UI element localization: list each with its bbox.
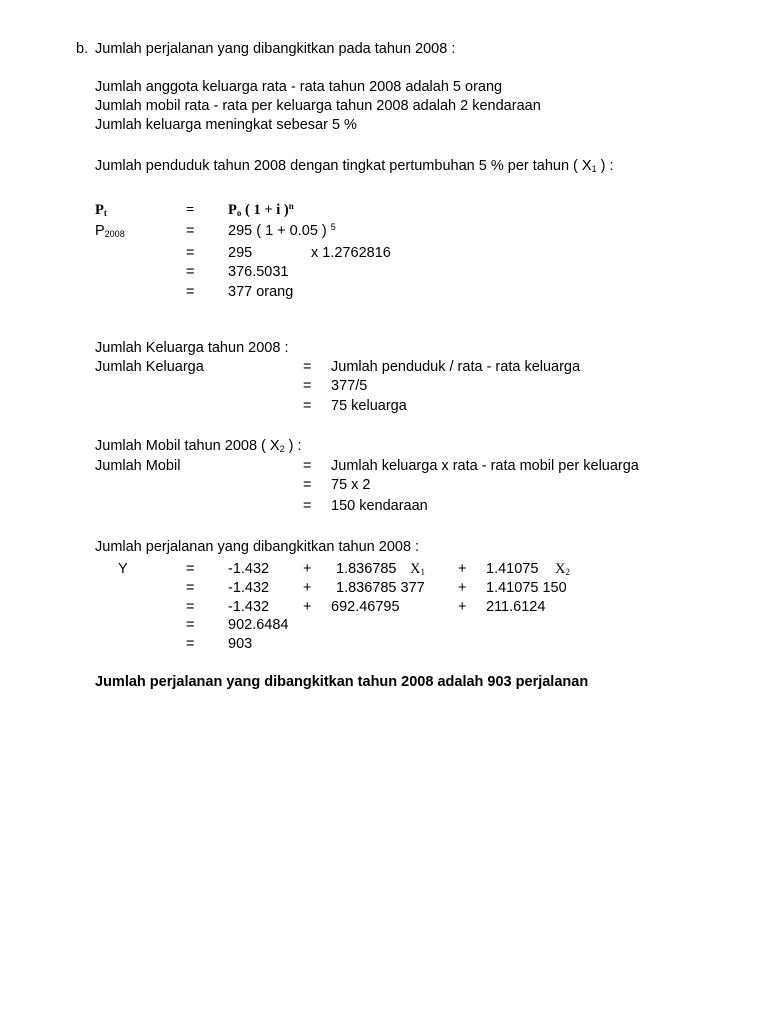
eq-sign: =	[303, 378, 312, 394]
substituted-term: 1.836785 377	[336, 580, 425, 596]
calc-result: 377 orang	[228, 284, 294, 300]
calc-step: 377/5	[331, 378, 368, 394]
eq-sign: =	[186, 636, 195, 652]
eq-sign: =	[186, 284, 195, 300]
eq-sign: =	[186, 580, 195, 596]
plus-sign: +	[303, 580, 312, 596]
eq-sign: =	[186, 223, 195, 239]
p2008-label: $P_{2008}$	[95, 223, 125, 239]
constant: -1.432	[228, 599, 270, 615]
calc-step-multiplier: x 1.2762816	[311, 245, 391, 261]
eq-sign: =	[303, 458, 312, 474]
eq-sign: =	[303, 498, 312, 514]
assumption-line: Jumlah mobil rata - rata per keluarga tahun 2008 adalah 2 kendaraan	[95, 98, 541, 114]
calc-step: 295	[228, 245, 253, 261]
family-label: Jumlah Keluarga	[95, 359, 204, 375]
trips-title: Jumlah perjalanan yang dibangkitkan tahun 2008 :	[95, 539, 420, 555]
coefficient: 1.41075	[486, 561, 539, 577]
eq-sign: =	[186, 617, 195, 633]
coefficient: 1.836785	[336, 561, 397, 577]
calc-result: 150 kendaraan	[331, 498, 428, 514]
cars-title: Jumlah Mobil tahun 2008 ( $X_2$ ) :	[95, 438, 302, 454]
formula-lhs: $P_t$	[95, 202, 107, 218]
variable-x1: $X_1$	[410, 561, 425, 577]
eq-sign: =	[303, 477, 312, 493]
plus-sign: +	[458, 580, 467, 596]
constant: -1.432	[228, 561, 270, 577]
plus-sign: +	[303, 599, 312, 615]
product-term: 211.6124	[486, 599, 546, 615]
calc-step: 376.5031	[228, 264, 289, 280]
formula-eq: =	[186, 202, 195, 218]
cars-label: Jumlah Mobil	[95, 458, 181, 474]
population-intro: Jumlah penduduk tahun 2008 dengan tingkat pertumbuhan 5 % per tahun ( $X_1$ ) :	[95, 158, 614, 174]
eq-sign: =	[303, 359, 312, 375]
plus-sign: +	[458, 561, 467, 577]
calc-step: Jumlah keluarga x rata - rata mobil per keluarga	[331, 458, 639, 474]
assumption-line: Jumlah anggota keluarga rata - rata tahun 2008 adalah 5 orang	[95, 79, 503, 95]
plus-sign: +	[303, 561, 312, 577]
calc-step: 295 ( 1 + 0.05 ) $^5$	[228, 222, 336, 239]
eq-sign: =	[186, 599, 195, 615]
section-heading: Jumlah perjalanan yang dibangkitkan pada tahun 2008 :	[95, 41, 456, 57]
assumption-line: Jumlah keluarga meningkat sebesar 5 %	[95, 117, 357, 133]
plus-sign: +	[458, 599, 467, 615]
product-term: 692.46795	[331, 599, 400, 615]
sum-value: 902.6484	[228, 617, 289, 633]
eq-sign: =	[186, 245, 195, 261]
family-title: Jumlah Keluarga tahun 2008 :	[95, 340, 289, 356]
conclusion: Jumlah perjalanan yang dibangkitkan tahun 2008 adalah 903 perjalanan	[95, 674, 589, 690]
list-marker: b.	[76, 41, 89, 57]
substituted-term: 1.41075 150	[486, 580, 567, 596]
constant: -1.432	[228, 580, 270, 596]
calc-step: 75 x 2	[331, 477, 371, 493]
y-label: Y	[118, 561, 128, 577]
rounded-result: 903	[228, 636, 253, 652]
eq-sign: =	[186, 561, 195, 577]
eq-sign: =	[186, 264, 195, 280]
formula-rhs: $P_o$ ( 1 + i )$^n$	[228, 201, 294, 218]
variable-x2: $X_2$	[555, 561, 570, 577]
calc-step: Jumlah penduduk / rata - rata keluarga	[331, 359, 581, 375]
eq-sign: =	[303, 398, 312, 414]
calc-result: 75 keluarga	[331, 398, 407, 414]
